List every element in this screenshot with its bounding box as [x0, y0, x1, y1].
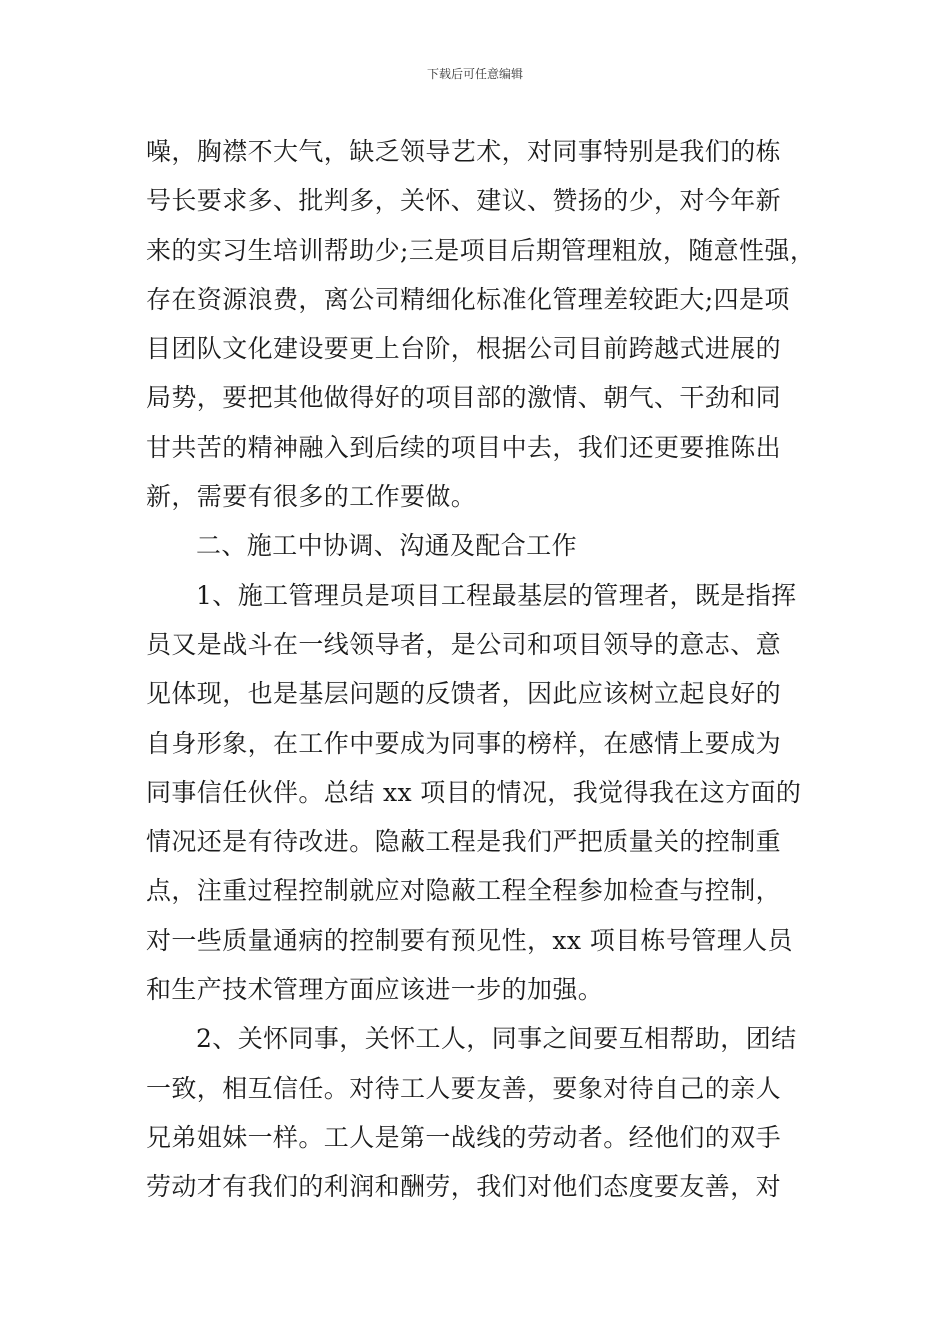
text-line: 兄弟姐妹一样。工人是第一战线的劳动者。经他们的双手	[146, 1122, 782, 1152]
paragraph-start: 2、关怀同事，关怀工人，同事之间要互相帮助，团结	[196, 1024, 797, 1054]
text-line: 局势，要把其他做得好的项目部的激情、朝气、干劲和同	[146, 383, 782, 413]
text-line: 一致，相互信任。对待工人要友善，要象对待自己的亲人	[146, 1073, 782, 1103]
paragraph-start: 1、施工管理员是项目工程最基层的管理者，既是指挥	[196, 580, 797, 610]
section-heading: 二、施工中协调、沟通及配合工作	[196, 531, 578, 561]
text-line: 劳动才有我们的利润和酬劳，我们对他们态度要友善，对	[146, 1172, 782, 1202]
text-line: 见体现，也是基层问题的反馈者，因此应该树立起良好的	[146, 679, 782, 709]
text-line: 情况还是有待改进。隐蔽工程是我们严把质量关的控制重	[146, 827, 782, 857]
text-line: 存在资源浪费，离公司精细化标准化管理差较距大;四是项	[146, 284, 790, 314]
text-line: 来的实习生培训帮助少;三是项目后期管理粗放，随意性强，	[146, 235, 816, 265]
text-line: 噪，胸襟不大气，缺乏领导艺术，对同事特别是我们的栋	[146, 137, 782, 166]
page-header: 下载后可任意编辑	[426, 67, 523, 81]
text-line: 点，注重过程控制就应对隐蔽工程全程参加检查与控制，	[146, 876, 782, 906]
text-line: 自身形象，在工作中要成为同事的榜样，在感情上要成为	[146, 728, 782, 758]
text-line: 员又是战斗在一线领导者，是公司和项目领导的意志、意	[146, 629, 782, 659]
document-body	[146, 127, 836, 1212]
text-line: 和生产技术管理方面应该进一步的加强。	[146, 975, 604, 1005]
text-line: 目团队文化建设要更上台阶，根据公司目前跨越式进展的	[146, 334, 782, 364]
text-line: 新，需要有很多的工作要做。	[146, 482, 477, 512]
text-line: 对一些质量通病的控制要有预见性，xx 项目栋号管理人员	[146, 925, 793, 955]
text-line: 号长要求多、批判多，关怀、建议、赞扬的少，对今年新	[146, 186, 782, 216]
text-line: 同事信任伙伴。总结 xx 项目的情况，我觉得我在这方面的	[146, 777, 802, 807]
text-line: 甘共苦的精神融入到后续的项目中去，我们还更要推陈出	[146, 432, 782, 462]
